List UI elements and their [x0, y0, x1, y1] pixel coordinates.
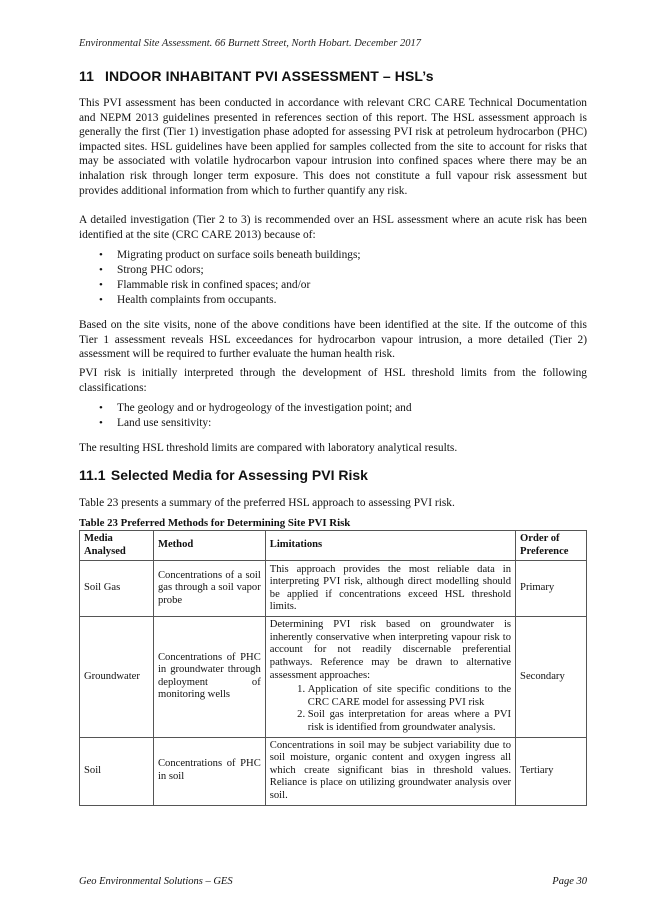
bullet-icon: •: [99, 263, 103, 276]
paragraph-detailed-investigation: A detailed investigation (Tier 2 to 3) is recommended over an HSL assessment where an acute risk has been identified at the site (CRC CARE 2013) because of:: [79, 214, 587, 241]
list-item: • Migrating product on surface soils beneath buildings;: [99, 249, 361, 261]
bullet-icon: •: [99, 249, 103, 261]
pvi-methods-table: [79, 530, 587, 806]
table-row: [80, 561, 587, 617]
table-caption: Table 23 Preferred Methods for Determining Site PVI Risk: [79, 517, 351, 529]
cell-method: Concentrations of a soil gas through a soil vapor probe: [153, 561, 265, 617]
table-row: [80, 737, 587, 805]
table-row: [80, 617, 587, 737]
bullet-icon: •: [99, 278, 103, 291]
cell-method: Concentrations of PHC in soil: [153, 737, 265, 805]
subsection-heading: [79, 467, 368, 483]
subsection-title: Selected Media for Assessing PVI Risk: [110, 467, 368, 483]
list-item: • Health complaints from occupants.: [99, 293, 277, 306]
cell-order: Primary: [516, 561, 587, 617]
cell-media: Soil: [80, 737, 154, 805]
bullet-list-conditions: [79, 248, 587, 308]
page-footer-left: Geo Environmental Solutions – GES: [79, 876, 233, 887]
list-item: • The geology and or hydrogeology of the investigation point; and: [99, 402, 412, 414]
paragraph-threshold-limits: The resulting HSL threshold limits are compared with laboratory analytical results.: [79, 442, 458, 454]
page-header: Environmental Site Assessment. 66 Burnett Street, North Hobart. December 2017: [79, 38, 421, 49]
paragraph-table-intro: Table 23 presents a summary of the preferred HSL approach to assessing PVI risk.: [79, 497, 455, 509]
header-media: Media Analysed: [80, 531, 154, 561]
header-order: Order of Preference: [516, 531, 587, 561]
cell-media: Groundwater: [80, 617, 154, 737]
limitations-text: Determining PVI risk based on groundwater is inherently conservative when interpreting vapour risk to account for not readily discernable preferential pathways. Reference may be drawn to alternative assessment approaches:: [269, 619, 512, 681]
page-number: Page 30: [552, 876, 587, 887]
bullet-list-classifications: [79, 401, 587, 431]
section-title: INDOOR INHABITANT PVI ASSESSMENT – HSL’s: [105, 68, 434, 84]
list-item: 1. Application of site specific conditions to the CRC CARE model for assessing PVI risk: [308, 684, 511, 709]
header-limitations: Limitations: [265, 531, 515, 561]
cell-media: Soil Gas: [80, 561, 154, 617]
section-heading: [79, 68, 434, 84]
list-item: • Strong PHC odors;: [99, 263, 204, 276]
subsection-number: 11.1: [79, 467, 106, 483]
bullet-icon: •: [99, 293, 103, 306]
list-item: • Flammable risk in confined spaces; and/or: [99, 278, 311, 291]
paragraph-site-visits: Based on the site visits, none of the above conditions have been identified at the site. If the outcome of this Tier 1 assessment reveals HSL exceedances for hydrocarbon vapour intrusion, a more detailed (Tier 2) assessment will be required to further evaluate the human health risk.: [79, 319, 587, 361]
bullet-icon: •: [99, 416, 103, 429]
paragraph-intro: This PVI assessment has been conducted in accordance with relevant CRC CARE Technical Documentation and NEPM 2013 guidelines presented in references section of this report. The HSL assessment approach is generally the first (Tier 1) investigation phase adopted for assessing PVI risk at petroleum hydrocarbon (PHC) impacted sites. HSL guidelines have been applied for samples collected from the site to account for risks that may be associated with volatile hydrocarbon vapour intrusion into confined spaces where there may be an inhalation risk through longer term exposure. This does not constitute a full vapour risk assessment but provides additional information from which to further quantify any risk.: [79, 97, 587, 197]
bullet-icon: •: [99, 402, 103, 414]
cell-limitations: Concentrations in soil may be subject variability due to soil moisture, organic content and oxygen ingress all which create significant bias in threshold values. Reliance is place on utilizing groundwater analysis over soil.: [265, 737, 515, 805]
cell-limitations-groundwater: [265, 617, 515, 737]
cell-method: Concentrations of PHC in groundwater through deployment of monitoring wells: [153, 617, 265, 737]
cell-order: Secondary: [516, 617, 587, 737]
list-item: • Land use sensitivity:: [99, 416, 212, 429]
cell-limitations: This approach provides the most reliable data in interpreting PVI risk, although direct modelling should be applied if concentrations exceed HSL threshold limits.: [265, 561, 515, 617]
paragraph-pvi-risk: PVI risk is initially interpreted through the development of HSL threshold limits from the following classifications:: [79, 367, 587, 394]
approaches-list: [270, 684, 511, 734]
section-number: 11: [79, 68, 94, 84]
table-header-row: [80, 531, 587, 561]
cell-order: Tertiary: [516, 737, 587, 805]
header-method: Method: [153, 531, 265, 561]
list-item: 2. Soil gas interpretation for areas where a PVI risk is identified from groundwater analysis.: [308, 709, 511, 734]
